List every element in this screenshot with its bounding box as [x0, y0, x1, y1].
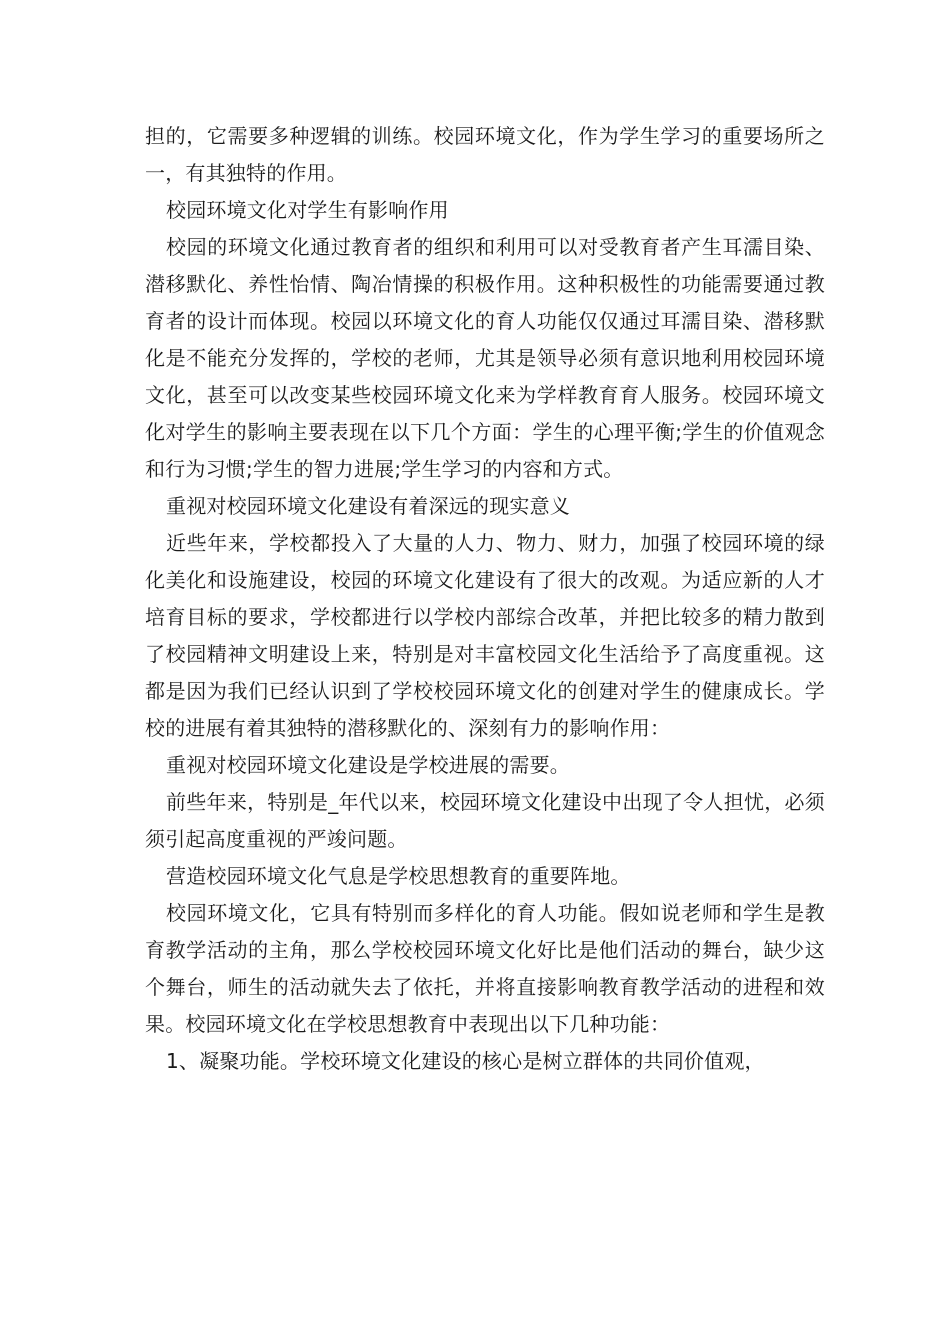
paragraph-3: 校园的环境文化通过教育者的组织和利用可以对受教育者产生耳濡目染、潜移默化、养性怡情、陶冶情操的积极作用。这种积极性的功能需要通过教育者的设计而体现。校园以环境文化的育人功能仅仅通过耳濡目染、潜移默化是不能充分发挥的，学校的老师，尤其是领导必须有意识地利用校园环境文化，甚至可以改变某些校园环境文化来为学样教育育人服务。校园环境文化对学生的影响主要表现在以下几个方面：学生的心理平衡;学生的价值观念和行为习惯;学生的智力进展;学生学习的内容和方式。: [145, 235, 825, 481]
section-heading-ideology-position: 营造校园环境文化气息是学校思想教育的重要阵地。: [166, 864, 631, 888]
paragraph-5: 近些年来，学校都投入了大量的人力、物力、财力，加强了校园环境的绿化美化和设施建设，校园的环境文化建设有了很大的改观。为适应新的人才培育目标的要求，学校都进行以学校内部综合改革，并把比较多的精力散到了校园精神文明建设上来，特别是对丰富校园文化生活给予了高度重视。这都是因为我们已经认识到了学校校园环境文化的创建对学生的健康成长。学校的进展有着其独特的潜移默化的、深刻有力的影响作用：: [145, 531, 825, 740]
section-heading-influence: 校园环境文化对学生有影响作用: [166, 198, 449, 222]
paragraph-7: 前些年来，特别是_年代以来，校园环境文化建设中出现了令人担忧，必须须引起高度重视的严竣问题。: [145, 790, 825, 851]
section-heading-significance: 重视对校园环境文化建设有着深远的现实意义: [166, 494, 570, 518]
paragraph-1: 担的，它需要多种逻辑的训练。校园环境文化，作为学生学习的重要场所之一，有其独特的作用。: [145, 124, 825, 185]
list-item-cohesion: 1、凝聚功能。学校环境文化建设的核心是树立群体的共同价值观，: [166, 1049, 765, 1073]
section-heading-development-need: 重视对校园环境文化建设是学校进展的需要。: [166, 753, 570, 777]
paragraph-9: 校园环境文化，它具有特别而多样化的育人功能。假如说老师和学生是教育教学活动的主角，那么学校校园环境文化好比是他们活动的舞台，缺少这个舞台，师生的活动就失去了依托，并将直接影响教育教学活动的进程和效果。校园环境文化在学校思想教育中表现出以下几种功能：: [145, 901, 825, 1036]
document-body: [145, 118, 825, 1080]
